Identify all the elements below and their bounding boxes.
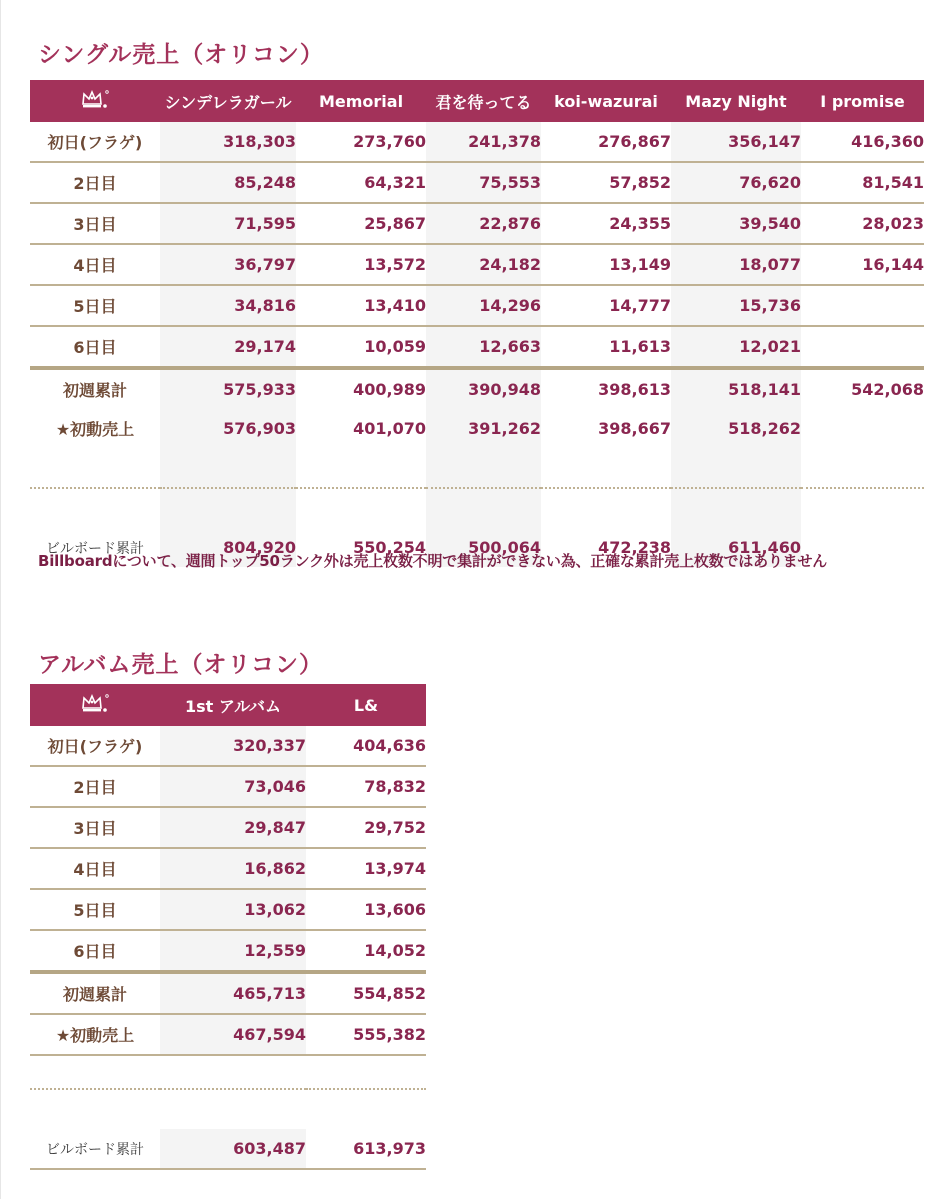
row-label: ビルボード累計 [30, 1129, 160, 1169]
crown-icon [80, 87, 110, 111]
cell-value: 401,070 [353, 419, 426, 438]
cell-value: 391,262 [426, 409, 541, 448]
cell-value: 13,572 [296, 244, 426, 285]
albums-row [30, 807, 426, 848]
cell-value: 320,337 [160, 726, 306, 766]
cell-value: 390,948 [426, 368, 541, 409]
cell-value: 16,144 [801, 244, 924, 285]
row-label: 初週累計 [30, 972, 160, 1014]
cell-value: 576,903 [160, 409, 296, 448]
cell-value: 518,141 [671, 368, 801, 409]
cell-value: 603,487 [160, 1129, 306, 1169]
singles-header-row [30, 80, 924, 122]
singles-row [30, 122, 924, 162]
albums-col-header: 1st アルバム [160, 684, 306, 726]
row-label: 2日目 [30, 766, 160, 807]
albums-col-header: L& [306, 684, 426, 726]
cell-value: 400,989 [353, 380, 426, 399]
cell-value: 542,068 [851, 380, 924, 399]
row-label: 6日目 [30, 930, 160, 972]
row-label: 4日目 [30, 848, 160, 889]
cell-value: 13,974 [306, 848, 426, 889]
row-label: 初日(フラゲ) [30, 122, 160, 162]
cell-value: 71,595 [160, 203, 296, 244]
cell-value [801, 326, 924, 368]
cell-value: 518,262 [671, 409, 801, 448]
albums-dotted-divider [30, 1089, 426, 1129]
cell-value: 273,760 [296, 122, 426, 162]
cell-value: 472,238 [598, 538, 671, 557]
singles-row [30, 326, 924, 368]
cell-value: 550,254 [353, 538, 426, 557]
cell-value: 12,559 [160, 930, 306, 972]
albums-table [30, 684, 426, 1170]
cell-value: 241,378 [426, 122, 541, 162]
cell-value: 16,862 [160, 848, 306, 889]
cell-value: 467,594 [160, 1014, 306, 1055]
cell-value: 15,736 [671, 285, 801, 326]
cell-value: 34,816 [160, 285, 296, 326]
cell-value [801, 409, 924, 448]
row-label: ★初動売上 [55, 420, 135, 439]
cell-value: 75,553 [426, 162, 541, 203]
billboard-note: Billboardについて、週間トップ50ランク外は売上枚数不明で集計ができない為、正確な累計売上枚数ではありません [38, 552, 828, 570]
row-label: 3日目 [30, 807, 160, 848]
row-label: 5日目 [30, 889, 160, 930]
cell-value: 13,410 [296, 285, 426, 326]
row-label: 初日(フラゲ) [30, 726, 160, 766]
row-label: 5日目 [30, 285, 160, 326]
singles-col-header: シンデレラガール [160, 80, 296, 122]
cell-value: 73,046 [160, 766, 306, 807]
cell-value: 11,613 [541, 326, 671, 368]
cell-value: 575,933 [160, 368, 296, 409]
page-left-rule [0, 0, 1, 1199]
cell-value: 39,540 [671, 203, 801, 244]
cell-value: 500,064 [426, 528, 541, 567]
row-label: 4日目 [30, 244, 160, 285]
singles-col-header: Memorial [296, 80, 426, 122]
cell-value: 398,667 [598, 419, 671, 438]
albums-row [30, 766, 426, 807]
cell-value: 465,713 [160, 972, 306, 1014]
singles-table [30, 80, 924, 567]
singles-col-header: I promise [801, 80, 924, 122]
cell-value: 14,777 [541, 285, 671, 326]
row-label: 6日目 [30, 326, 160, 368]
cell-value: 13,606 [306, 889, 426, 930]
singles-row-initial-sales [30, 409, 924, 448]
singles-dotted-divider [30, 488, 924, 528]
cell-value: 85,248 [160, 162, 296, 203]
albums-row [30, 848, 426, 889]
cell-value: 29,847 [160, 807, 306, 848]
cell-value: 28,023 [801, 203, 924, 244]
cell-value: 25,867 [296, 203, 426, 244]
cell-value: 318,303 [160, 122, 296, 162]
singles-row [30, 285, 924, 326]
cell-value: 22,876 [426, 203, 541, 244]
cell-value: 24,355 [541, 203, 671, 244]
cell-value: 36,797 [160, 244, 296, 285]
cell-value: 276,867 [541, 122, 671, 162]
cell-value: 12,021 [671, 326, 801, 368]
cell-value: 404,636 [306, 726, 426, 766]
cell-value: 14,052 [306, 930, 426, 972]
cell-value [801, 285, 924, 326]
cell-value: 18,077 [671, 244, 801, 285]
cell-value: 29,752 [306, 807, 426, 848]
cell-value: 555,382 [306, 1014, 426, 1055]
albums-row-initial-sales [30, 1014, 426, 1055]
cell-value: 804,920 [160, 528, 296, 567]
singles-col-header: 君を待ってる [426, 80, 541, 122]
crown-icon [80, 691, 110, 715]
singles-row [30, 203, 924, 244]
albums-header-corner [30, 684, 160, 726]
albums-row [30, 930, 426, 972]
albums-header-row [30, 684, 426, 726]
albums-row-first-week [30, 972, 426, 1014]
albums-spacer [30, 1055, 426, 1089]
cell-value: 10,059 [296, 326, 426, 368]
singles-title: シングル売上（オリコン） [38, 42, 324, 68]
cell-value: 24,182 [426, 244, 541, 285]
cell-value: 57,852 [541, 162, 671, 203]
cell-value: 356,147 [671, 122, 801, 162]
cell-value: 78,832 [306, 766, 426, 807]
cell-value: 64,321 [296, 162, 426, 203]
cell-value: 14,296 [426, 285, 541, 326]
row-label: 3日目 [30, 203, 160, 244]
singles-col-header: Mazy Night [671, 80, 801, 122]
singles-header-corner [30, 80, 160, 122]
singles-spacer [30, 448, 924, 488]
singles-row [30, 244, 924, 285]
cell-value: 398,613 [598, 380, 671, 399]
cell-value: 12,663 [426, 326, 541, 368]
albums-title: アルバム売上（オリコン） [38, 652, 324, 678]
albums-billboard-row [30, 1129, 426, 1169]
row-label: 初週累計 [62, 381, 127, 400]
row-label: ビルボード累計 [46, 540, 144, 557]
cell-value: 613,973 [306, 1129, 426, 1169]
cell-value: 554,852 [306, 972, 426, 1014]
cell-value: 611,460 [671, 528, 801, 567]
cell-value: 76,620 [671, 162, 801, 203]
cell-value: 81,541 [801, 162, 924, 203]
albums-row [30, 889, 426, 930]
albums-row [30, 726, 426, 766]
row-label: 2日目 [30, 162, 160, 203]
singles-col-header: koi-wazurai [541, 80, 671, 122]
row-label: ★初動売上 [30, 1014, 160, 1055]
singles-row [30, 162, 924, 203]
cell-value: 29,174 [160, 326, 296, 368]
cell-value: 416,360 [801, 122, 924, 162]
cell-value: 13,149 [541, 244, 671, 285]
cell-value: 13,062 [160, 889, 306, 930]
singles-row-first-week [30, 368, 924, 409]
